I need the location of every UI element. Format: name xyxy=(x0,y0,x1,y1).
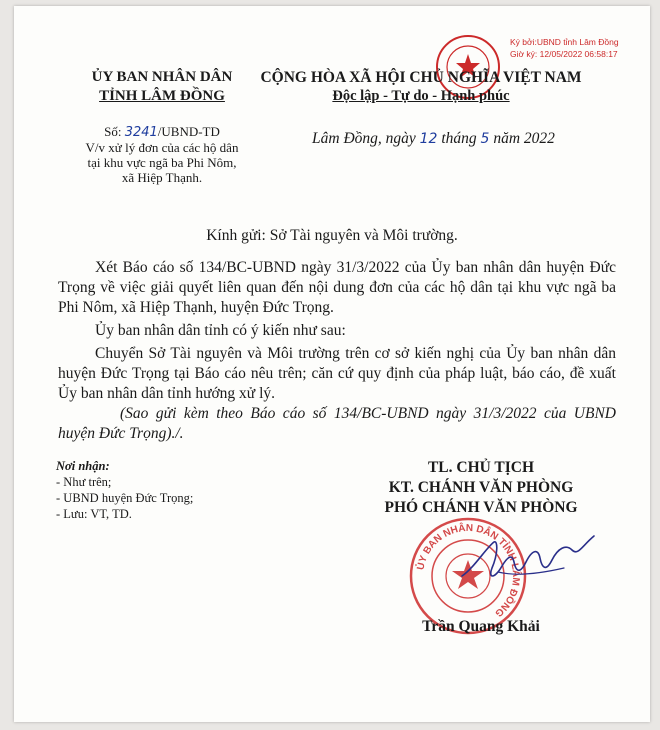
issuer-header xyxy=(72,68,252,106)
issuer-line1: ỦY BAN NHÂN DÂN xyxy=(91,69,233,85)
doc-number: Số: 3241/UBND-TD xyxy=(104,124,220,140)
distribution-heading: Nơi nhận: xyxy=(56,459,110,473)
distribution-item: - Như trên; xyxy=(56,475,112,489)
nation-line1: CỘNG HÒA XÃ HỘI CHỦ NGHĨA VIỆT NAM xyxy=(260,69,582,86)
distribution-item: - Lưu: VT, TD. xyxy=(56,507,132,521)
signed-time-text: Giờ ký: 12/05/2022 06:58:17 xyxy=(510,49,618,59)
signature-titles xyxy=(346,458,616,518)
body-paragraph-4: (Sao gửi kèm theo Báo cáo số 134/BC-UBND ngày 31/3/2022 của UBND huyện Đức Trọng)./. xyxy=(58,405,616,442)
seal-ring-text: ỦY BAN NHÂN DÂN TỈNH LÂM ĐỒNG xyxy=(415,522,522,619)
doc-date: Lâm Đồng, ngày 12 tháng 5 năm 2022 xyxy=(312,130,555,147)
doc-subject-line1: V/v xử lý đơn của các hộ dân xyxy=(85,140,239,155)
signed-by-text: Ký bởi:UBND tỉnh Lâm Đồng xyxy=(510,37,619,47)
doc-subject-line3: xã Hiệp Thạnh. xyxy=(121,170,203,185)
signature-title-1: TL. CHỦ TỊCH xyxy=(427,459,535,476)
date-month: 5 xyxy=(480,131,490,147)
signer-name: Trần Quang Khải xyxy=(422,618,540,635)
nation-motto: Độc lập - Tự do - Hạnh phúc xyxy=(332,88,510,104)
signature-title-2: KT. CHÁNH VĂN PHÒNG xyxy=(388,479,574,496)
body-paragraph-3: Chuyển Sở Tài nguyên và Môi trường trên cơ sở kiến nghị của Ủy ban nhân dân huyện Đức Trọng tại Báo cáo nêu trên; căn cứ quy định của pháp luật, báo cáo, đề xuất Ủy ban nhân dân tỉnh hướng xử lý. xyxy=(58,345,616,402)
body-paragraph-1: Xét Báo cáo số 134/BC-UBND ngày 31/3/2022 của Ủy ban nhân dân huyện Đức Trọng về việc giải quyết liên quan đến nội dung đơn của các hộ dân tại khu vực ngã ba Phi Nôm, xã Hiệp Thạnh, huyện Đức Trọng. xyxy=(58,259,616,316)
doc-reference xyxy=(62,124,262,185)
national-header xyxy=(246,68,596,106)
recipient: Kính gửi: Sở Tài nguyên và Môi trường. xyxy=(206,227,458,244)
document-page xyxy=(14,6,650,722)
body-paragraph-2: Ủy ban nhân dân tỉnh có ý kiến như sau: xyxy=(95,322,346,339)
handwritten-signature-icon xyxy=(454,528,604,598)
document-body xyxy=(58,258,616,444)
distribution-item: - UBND huyện Đức Trọng; xyxy=(56,491,194,505)
date-day: 12 xyxy=(419,131,438,147)
doc-subject-line2: tại khu vực ngã ba Phi Nôm, xyxy=(87,155,237,170)
signature-title-3: PHÓ CHÁNH VĂN PHÒNG xyxy=(384,499,578,516)
issuer-line2: TỈNH LÂM ĐỒNG xyxy=(99,88,225,104)
doc-number-handwritten: 3241 xyxy=(124,125,158,140)
distribution-list xyxy=(56,458,193,522)
